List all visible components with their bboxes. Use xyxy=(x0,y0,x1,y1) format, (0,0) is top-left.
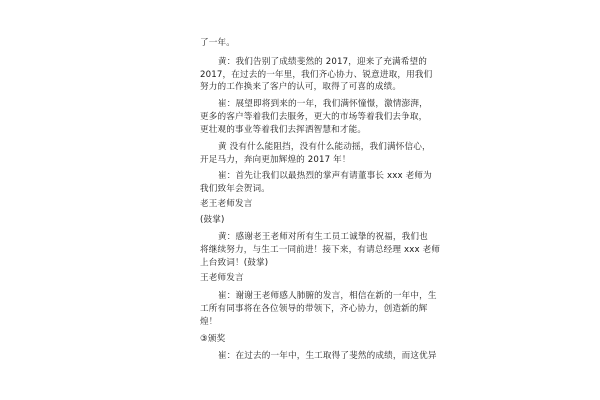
section-heading: 王老师发言 xyxy=(200,273,244,283)
text-line: 崔：展望即将到来的一年，我们满怀憧憬，激情澎湃， xyxy=(218,99,428,109)
text-line: 我们致年会贺词。 xyxy=(200,184,270,194)
section-heading: 老王老师发言 xyxy=(200,199,253,209)
text-line: 崔：首先让我们以最热烈的掌声有请董事长 xxx 老师为 xyxy=(218,171,432,181)
text-line: 崔：谢谢王老师感人肺腑的发言，相信在新的一年中，生 xyxy=(218,291,437,301)
text-line: 上台致词！(鼓掌) xyxy=(200,258,269,268)
text-line: 开足马力，奔向更加辉煌的 2017 年！ xyxy=(200,155,351,165)
text-line: 崔：在过去的一年中，生工取得了斐然的成绩，而这优异 xyxy=(218,351,437,361)
text-line: 煌！ xyxy=(200,317,218,327)
text-line: 工所有同事将在各位领导的带领下，齐心协力，创造新的辉 xyxy=(200,304,428,314)
text-line: 努力的工作换来了客户的认可，取得了可喜的成绩。 xyxy=(200,82,402,92)
text-line: 将继续努力，与生工一同前进！接下来，有请总经理 xxx 老师 xyxy=(200,245,441,255)
text-line: 黄 没有什么能阻挡，没有什么能动摇，我们满怀信心， xyxy=(218,142,431,152)
text-line: 更壮观的事业等着我们去挥洒智慧和才能。 xyxy=(200,125,367,135)
text-line: 了一年。 xyxy=(200,38,235,48)
text-line: 黄：感谢老王老师对所有生工员工诚挚的祝福，我们也 xyxy=(218,232,428,242)
section-heading: ③颁奖 xyxy=(200,334,226,344)
text-line: 更多的客户等着我们去服务，更大的市场等着我们去争取， xyxy=(200,112,428,122)
text-line: (鼓掌) xyxy=(200,215,225,225)
text-line: 2017，在过去的一年里，我们齐心协力、锐意进取，用我们 xyxy=(200,70,433,80)
text-line: 黄：我们告别了成绩斐然的 2017，迎来了充满希望的 xyxy=(218,57,427,67)
